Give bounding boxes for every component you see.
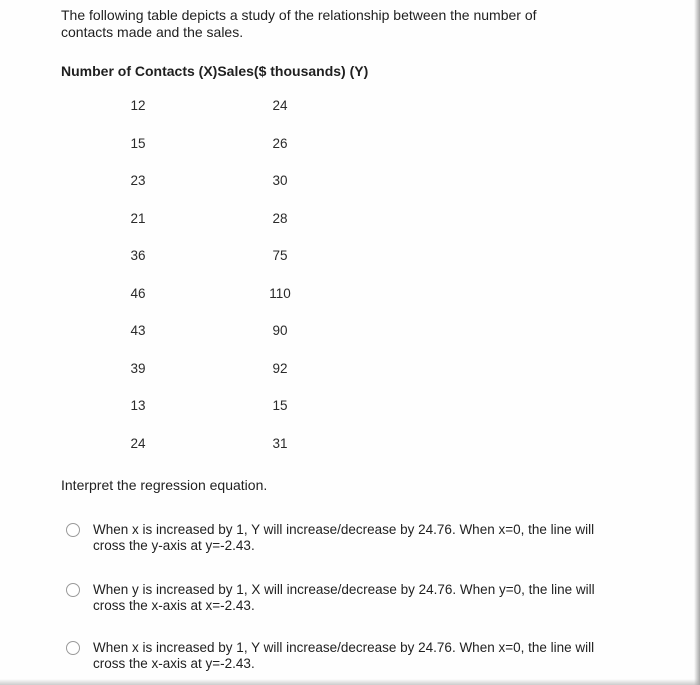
answer-option-text[interactable]: When x is increased by 1, Y will increase/decrease by 24.76. When x=0, the line will cross the x-axis at y=-2.43. [93, 640, 595, 671]
sales-cell: 30 [272, 173, 288, 188]
table-row [0, 98, 700, 136]
sales-cell: 15 [272, 398, 288, 413]
table-row [0, 248, 700, 286]
contacts-cell: 46 [130, 285, 146, 301]
radio-button[interactable] [66, 583, 80, 597]
sales-cell: 90 [272, 323, 288, 338]
contacts-cell: 36 [130, 248, 146, 263]
table-row [0, 323, 700, 361]
radio-button[interactable] [66, 523, 80, 537]
contacts-cell: 43 [130, 323, 146, 338]
data-table [0, 98, 700, 473]
table-header: Number of Contacts (X)Sales($ thousands) (Y) [61, 63, 369, 79]
sales-cell: 24 [272, 98, 288, 113]
sales-cell: 31 [272, 435, 288, 451]
intro-text: The following table depicts a study of the relationship between the number of contacts made and the sales. [61, 7, 537, 40]
table-row [0, 211, 700, 249]
table-row [0, 286, 700, 324]
sales-cell: 28 [272, 210, 288, 226]
radio-button[interactable] [66, 641, 80, 655]
table-row [0, 398, 700, 436]
contacts-cell: 15 [130, 135, 146, 151]
answer-option-text[interactable]: When y is increased by 1, X will increase/decrease by 24.76. When y=0, the line will cross the x-axis at x=-2.43. [93, 582, 595, 613]
page-edge-shadow [694, 0, 700, 685]
page-bottom-edge [0, 679, 700, 685]
sales-cell: 110 [269, 285, 291, 301]
contacts-cell: 23 [130, 173, 146, 188]
sales-cell: 75 [272, 248, 288, 263]
contacts-cell: 21 [130, 210, 146, 226]
table-row [0, 173, 700, 211]
sales-cell: 92 [272, 360, 288, 376]
contacts-cell: 39 [130, 360, 146, 376]
table-row [0, 136, 700, 174]
table-row [0, 436, 700, 474]
contacts-cell: 12 [130, 98, 146, 113]
answer-option-text[interactable]: When x is increased by 1, Y will increase/decrease by 24.76. When x=0, the line will cross the y-axis at y=-2.43. [93, 522, 595, 553]
contacts-cell: 13 [130, 398, 146, 413]
question-prompt: Interpret the regression equation. [61, 477, 268, 493]
table-row [0, 361, 700, 399]
sales-cell: 26 [272, 135, 288, 151]
contacts-cell: 24 [130, 435, 146, 451]
